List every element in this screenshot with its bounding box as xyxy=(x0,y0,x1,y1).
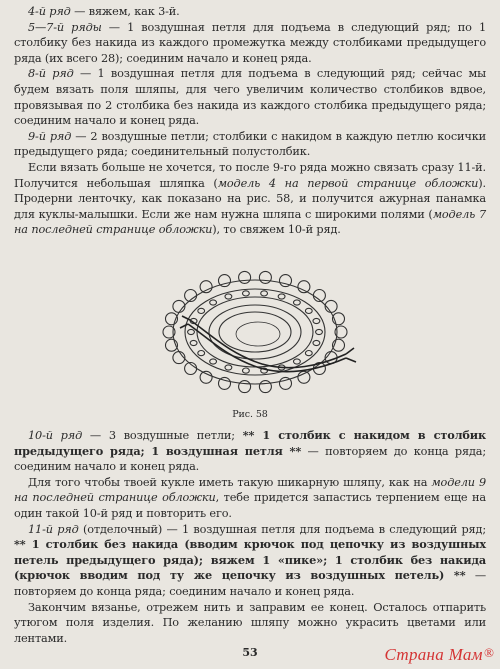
row-label: 5—7-й ряды xyxy=(28,20,102,34)
paragraph xyxy=(14,20,486,67)
text-run: Для того чтобы твоей кукле иметь такую шикарную шляпу, как на xyxy=(28,475,432,489)
paragraph xyxy=(14,129,486,160)
brim-hole xyxy=(225,294,232,299)
registered-mark: ® xyxy=(483,645,494,660)
hat-brim-scallops xyxy=(163,271,347,392)
text-block-top xyxy=(14,4,486,238)
brim-hole xyxy=(243,291,250,296)
row-instruction: — вяжем, как 3-й. xyxy=(70,5,180,18)
watermark-text: Страна Мам xyxy=(384,645,483,664)
italic-text: модель 4 на первой странице обложки xyxy=(217,176,479,190)
brim-hole xyxy=(190,340,197,345)
text-run: (отделочный) — 1 воздушная петля для подъема в следующий ряд; xyxy=(78,522,486,536)
text-run: ), то свяжем 10-й ряд. xyxy=(212,223,341,237)
paragraph xyxy=(14,160,486,238)
brim-hole xyxy=(305,351,312,356)
brim-hole xyxy=(313,340,320,345)
brim-hole xyxy=(261,291,268,296)
italic-text: модель 7 на последней странице обложки xyxy=(14,207,486,237)
text-block-bottom xyxy=(14,428,486,646)
paragraph xyxy=(14,600,486,647)
italic-text: модели 9 на последней странице обложки xyxy=(14,475,486,505)
text-run: Если вязать больше не хочется, то после 9-го ряда можно связать сразу 11-й. Получится небольшая шляпка ( xyxy=(14,160,486,190)
row-label: 9-й ряд xyxy=(28,129,72,143)
paragraph xyxy=(14,4,486,20)
brim-scallop xyxy=(298,281,310,293)
brim-scallop xyxy=(239,271,251,283)
brim-hole xyxy=(313,318,320,323)
brim-hole xyxy=(316,329,323,334)
figure-caption: Рис. 58 xyxy=(232,409,268,420)
paragraph xyxy=(14,522,486,600)
italic-text: 11-й ряд xyxy=(28,522,79,536)
paragraph xyxy=(14,66,486,128)
italic-text: 10-й ряд xyxy=(28,429,83,442)
figure-58-hat-illustration xyxy=(150,262,360,402)
paragraph xyxy=(14,428,486,475)
text-run: ). Продерни ленточку, как показано на рис. 58, и получится ажурная панамка для куклы-малышки. Если же нам нужна шляпа с широкими полями ( xyxy=(14,176,486,221)
brim-hole xyxy=(210,300,217,305)
brim-hole xyxy=(305,308,312,313)
brim-scallop xyxy=(200,281,212,293)
brim-hole xyxy=(243,368,250,373)
bold-pattern-text: ** 1 столбик с накидом в столбик предыдущего ряда; 1 воздушная петля ** xyxy=(14,428,487,458)
brim-hole xyxy=(198,351,205,356)
row-label: 4-й ряд xyxy=(28,5,71,18)
page-number: 53 xyxy=(242,646,258,659)
brim-hole xyxy=(294,300,301,305)
row-instruction: — 1 воздушная петля для подъема в следующий ряд; сейчас мы будем вязать поля шляпы, для чего увеличим количество столбиков вдвое, провязывая по 2 столбика без накида из каждого столбика предыдущего ряда; соединим начало и конец ряда. xyxy=(14,67,486,128)
watermark-logo xyxy=(385,645,495,665)
text-run: Закончим вязанье, отрежем нить и заправим ее конец. Осталось отпарить утюгом поля изделия. По желанию шляпу можно украсить цветами или лентами. xyxy=(14,600,486,645)
brim-hole xyxy=(188,329,195,334)
text-run: — повторяем до конца ряда; соединим начало и конец ряда. xyxy=(14,569,486,598)
brim-scallop xyxy=(239,381,251,393)
brim-scallop xyxy=(200,371,212,383)
text-run: — повторяем до конца ряда; соединим начало и конец ряда. xyxy=(14,444,486,474)
brim-hole xyxy=(198,308,205,313)
brim-hole xyxy=(225,365,232,370)
text-run: , тебе придется запастись терпением еще на один такой 10-й ряд и повторить его. xyxy=(14,491,486,520)
brim-scallop xyxy=(259,271,271,283)
brim-hole xyxy=(210,359,217,364)
bold-pattern-text: ** 1 столбик без накида (вводим крючок под цепочку из воздушных петель предыдущего ряда); вяжем 1 «пике»; 1 столбик без накида (крючок вводим под ту же цепочку из воздушных петель) ** xyxy=(14,537,486,583)
brim-scallop xyxy=(259,381,271,393)
paragraph xyxy=(14,475,486,522)
row-instruction: — 2 воздушные петли; столбики с накидом в каждую петлю косички предыдущего ряда; соединительный полустолбик. xyxy=(14,129,486,159)
row-instruction: — 1 воздушная петля для подъема в следующий ряд; по 1 столбику без накида из каждого промежутка между столбиками предыдущего ряда (их всего 28); соединим начало и конец ряда. xyxy=(14,20,486,65)
row-label: 8-й ряд xyxy=(28,67,74,81)
brim-scallop xyxy=(298,371,310,383)
text-run: — 3 воздушные петли; xyxy=(82,429,243,442)
brim-hole xyxy=(278,294,285,299)
brim-hole xyxy=(294,359,301,364)
